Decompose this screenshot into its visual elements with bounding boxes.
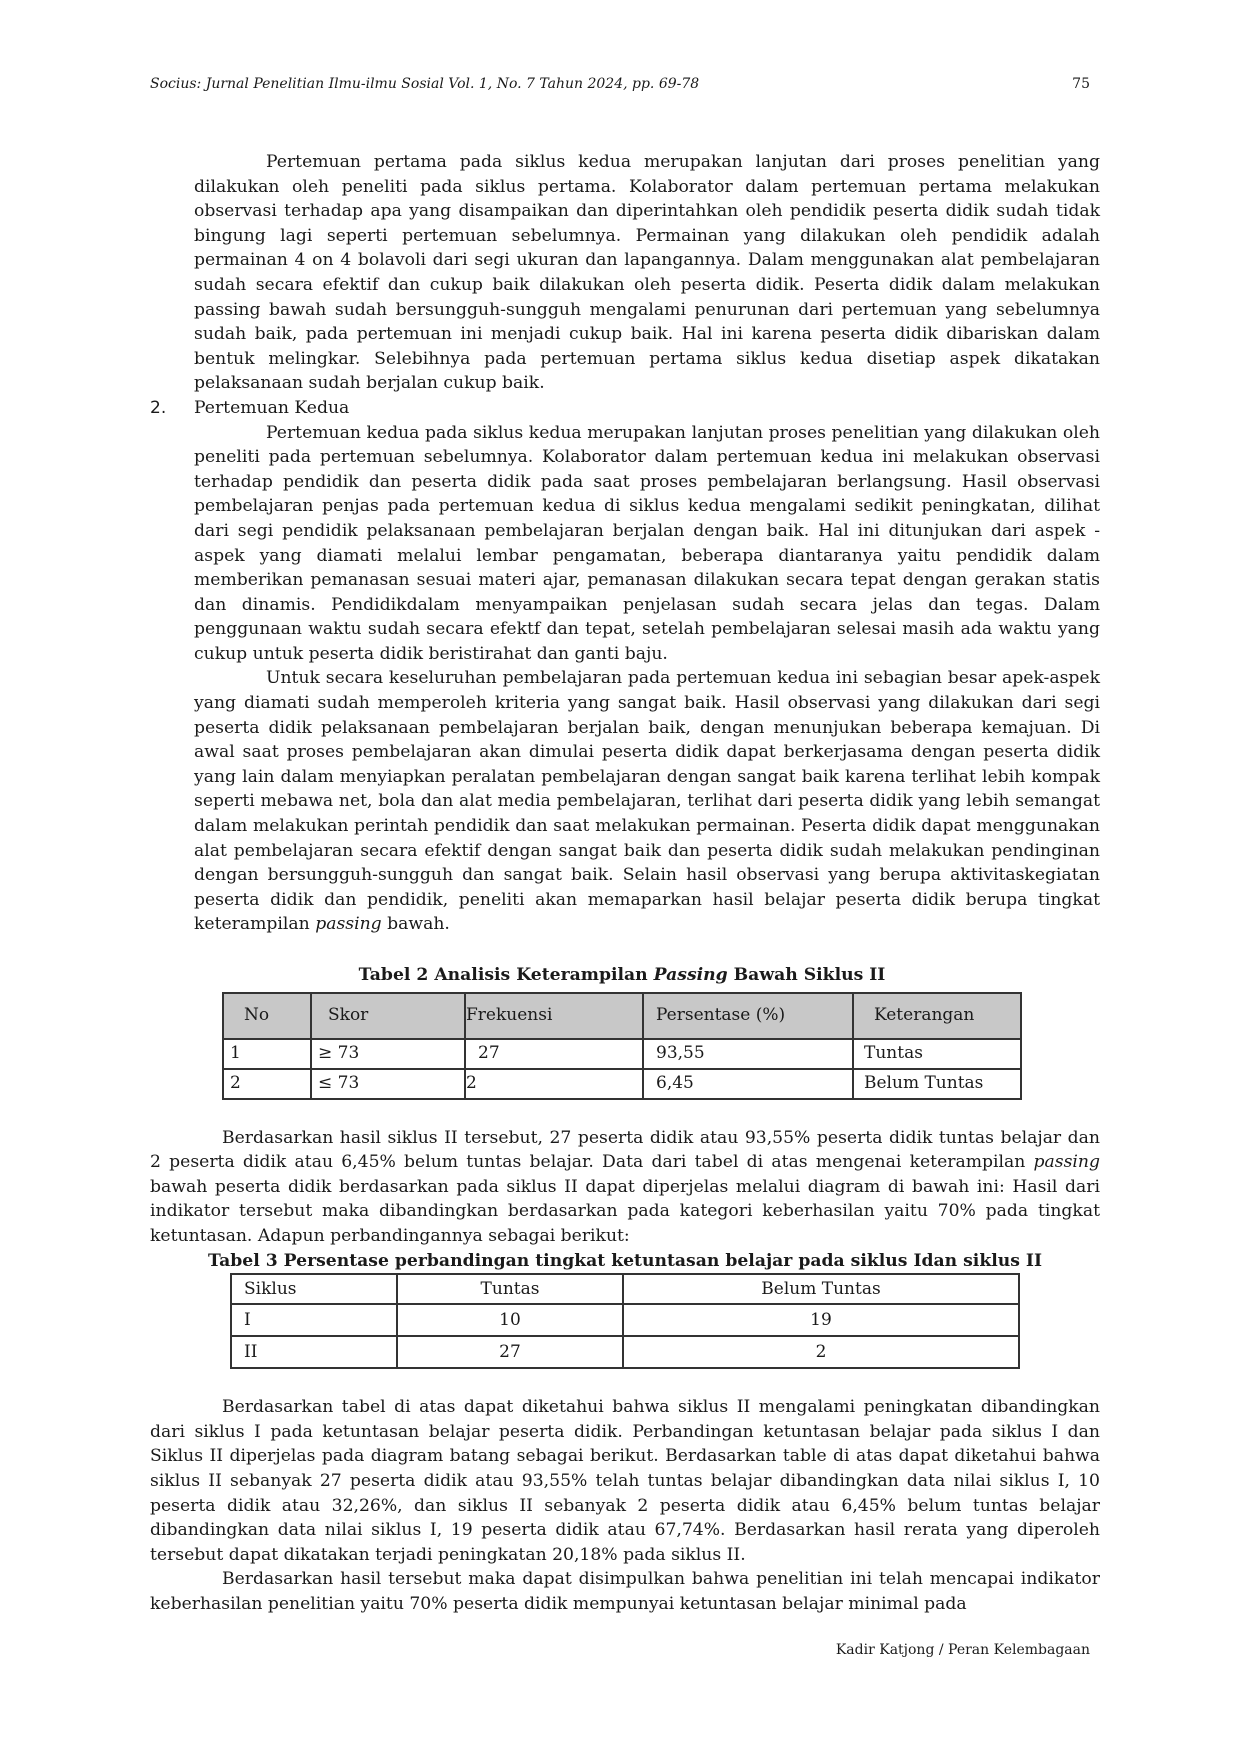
running-head	[150, 76, 1090, 92]
spacer	[150, 1369, 1100, 1395]
list-number: 2.	[150, 397, 167, 418]
table-cell: 2	[223, 1069, 311, 1099]
table-header-row	[231, 1274, 1019, 1304]
list-item-title: Pertemuan Kedua	[194, 397, 350, 418]
table-3	[230, 1273, 1020, 1369]
table-cell: I	[231, 1304, 397, 1336]
table-cell: 93,55	[643, 1039, 853, 1069]
paragraph-comparison: Berdasarkan tabel di atas dapat diketahui bahwa siklus II mengalami peningkatan dibandingkan dari siklus I pada ketuntasan belajar peserta didik. Perbandingan ketuntasan belajar pada siklus I dan Siklus II diperjelas pada diagram batang sebagai berikut. Berdasarkan table di atas dapat diketahui bahwa siklus II sebanyak 27 peserta didik atau 93,55% telah tuntas belajar dibandingkan data nilai siklus I, 10 peserta didik atau 32,26%, dan siklus II sebanyak 2 peserta didik atau 6,45% belum tuntas belajar dibandingkan data nilai siklus I, 19 peserta didik atau 67,74%. Berdasarkan hasil rerata yang diperoleh tersebut dapat dikatakan terjadi peningkatan 20,18% pada siklus II.	[150, 1397, 1100, 1565]
column-header: Belum Tuntas	[623, 1274, 1019, 1304]
column-header: Skor	[311, 993, 465, 1039]
page-number: 75	[1072, 76, 1090, 92]
column-header: Siklus	[231, 1274, 397, 1304]
table-cell: 27	[397, 1336, 623, 1368]
paragraph-text-end: bawah.	[381, 914, 450, 935]
table3-caption: Tabel 3 Persentase perbandingan tingkat ketuntasan belajar pada siklus Idan siklus II	[207, 1250, 1042, 1271]
table-row	[231, 1336, 1019, 1368]
paragraph-text: Untuk secara keseluruhan pembelajaran pada pertemuan kedua ini sebagian besar apek-aspek yang diamati sudah memperoleh kriteria yang sangat baik. Hasil observasi yang dilakukan dari segi peserta didik pelaksanaan pembelajaran berjalan baik, dengan menunjukan beberapa kemajuan. Di awal saat proses pembelajaran akan dimulai peserta didik dapat berkerjasama dengan peserta didik yang lain dalam menyiapkan peralatan pembelajaran dengan sangat baik karena terlihat lebih kompak seperti mebawa net, bola dan alat media pembelajaran, terlihat dari peserta didik yang lebih semangat dalam melakukan perintah pendidik dan saat melakukan permainan. Peserta didik dapat menggunakan alat pembelajaran secara efektif dengan sangat baik dan peserta didik sudah melakukan pendinginan dengan bersungguh-sungguh dan sangat baik. Selain hasil observasi yang berupa aktivitaskegiatan peserta didik dan pendidik, peneliti akan memaparkan hasil belajar peserta didik berupa tingkat keterampilan	[194, 668, 1100, 935]
first-meeting-section	[150, 150, 1100, 396]
spacer	[150, 1100, 1100, 1126]
table2-caption	[222, 963, 1022, 988]
table-cell: ≥ 73	[311, 1039, 465, 1069]
paragraph-text: Berdasarkan hasil siklus II tersebut, 27 peserta didik atau 93,55% peserta didik tuntas belajar dan 2 peserta didik atau 6,45% belum tuntas belajar. Data dari tabel di atas mengenai keterampilan	[150, 1127, 1100, 1173]
column-header: Persentase (%)	[643, 993, 853, 1039]
paragraph-cycle2-results	[150, 1126, 1100, 1249]
caption-text: Tabel 2 Analisis Keterampilan	[358, 965, 654, 985]
table-cell: 6,45	[643, 1069, 853, 1099]
table-header-row	[223, 993, 1021, 1039]
second-meeting-section	[150, 421, 1100, 937]
column-header: Tuntas	[397, 1274, 623, 1304]
table-cell: 27	[465, 1039, 643, 1069]
journal-citation: Socius: Jurnal Penelitian Ilmu-ilmu Sosial Vol. 1, No. 7 Tahun 2024, pp. 69-78	[150, 76, 700, 92]
table-row	[223, 1039, 1021, 1069]
table-cell: Tuntas	[853, 1039, 1021, 1069]
table-cell: II	[231, 1336, 397, 1368]
list-item-second-meeting	[150, 396, 1100, 421]
column-header: Frekuensi	[465, 993, 643, 1039]
column-header: No	[223, 993, 311, 1039]
table-row	[223, 1069, 1021, 1099]
caption-italic: Passing	[653, 965, 728, 985]
column-header: Keterangan	[853, 993, 1021, 1039]
body-text	[150, 150, 1100, 1617]
paragraph-first-meeting: Pertemuan pertama pada siklus kedua merupakan lanjutan dari proses penelitian yang dilakukan oleh peneliti pada siklus pertama. Kolaborator dalam pertemuan pertama melakukan observasi terhadap apa yang disampaikan dan diperintahkan oleh pendidik peserta didik sudah tidak bingung lagi seperti pertemuan sebelumnya. Permainan yang dilakukan oleh pendidik adalah permainan 4 on 4 bolavoli dari segi ukuran dan lapangannya. Dalam menggunakan alat pembelajaran sudah secara efektif dan cukup baik dilakukan oleh peserta didik. Peserta didik dalam melakukan passing bawah sudah bersungguh-sungguh mengalami penurunan dari pertemuan yang sebelumnya sudah baik, pada pertemuan ini menjadi cukup baik. Hal ini karena peserta didik dibariskan dalam bentuk melingkar. Selebihnya pada pertemuan pertama siklus kedua disetiap aspek dikatakan pelaksanaan sudah berjalan cukup baik.	[194, 152, 1100, 394]
paragraph-second-meeting: Pertemuan kedua pada siklus kedua merupakan lanjutan proses penelitian yang dilakukan oleh peneliti pada pertemuan sebelumnya. Kolaborator dalam pertemuan kedua ini melakukan observasi terhadap pendidik dan peserta didik pada saat proses pembelajaran berlangsung. Hasil observasi pembelajaran penjas pada pertemuan kedua di siklus kedua mengalami sedikit peningkatan, dilihat dari segi pendidik pelaksanaan pembelajaran berjalan dengan baik. Hal ini ditunjukan dari aspek -aspek yang diamati melalui lembar pengamatan, beberapa diantaranya yaitu pendidik dalam memberikan pemanasan sesuai materi ajar, pemanasan dilakukan secara tepat dengan gerakan statis dan dinamis. Pendidikdalam menyampaikan penjelasan sudah secara jelas dan tegas. Dalam penggunaan waktu sudah secara efektf dan tepat, setelah pembelajaran selesai masih ada waktu yang cukup untuk peserta didik beristirahat dan ganti baju.	[194, 422, 1100, 664]
table-cell: 19	[623, 1304, 1019, 1336]
table-cell: 1	[223, 1039, 311, 1069]
footer-author: Kadir Katjong / Peran Kelembagaan	[835, 1642, 1090, 1658]
table-2	[222, 992, 1022, 1100]
table-cell: 10	[397, 1304, 623, 1336]
paragraph-conclusion: Berdasarkan hasil tersebut maka dapat disimpulkan bahwa penelitian ini telah mencapai indikator keberhasilan penelitian yaitu 70% peserta didik mempunyai ketuntasan belajar minimal pada	[150, 1569, 1100, 1614]
table-cell: ≤ 73	[311, 1069, 465, 1099]
paragraph-text-end: bawah peserta didik berdasarkan pada siklus II dapat diperjelas melalui diagram di bawah ini: Hasil dari indikator tersebut maka dibandingkan berdasarkan pada kategori keberhasilan yaitu 70% pada tingkat ketuntasan. Adapun perbandingannya sebagai berikut:	[150, 1176, 1100, 1246]
table-row	[231, 1304, 1019, 1336]
spacer	[150, 937, 1100, 963]
italic-term: passing	[1033, 1152, 1100, 1173]
caption-text-end: Bawah Siklus II	[727, 965, 886, 985]
table-cell: 2	[465, 1069, 643, 1099]
table-cell: Belum Tuntas	[853, 1069, 1021, 1099]
paragraph-overall-results	[194, 666, 1100, 937]
table-cell: 2	[623, 1336, 1019, 1368]
italic-term: passing	[315, 914, 382, 935]
